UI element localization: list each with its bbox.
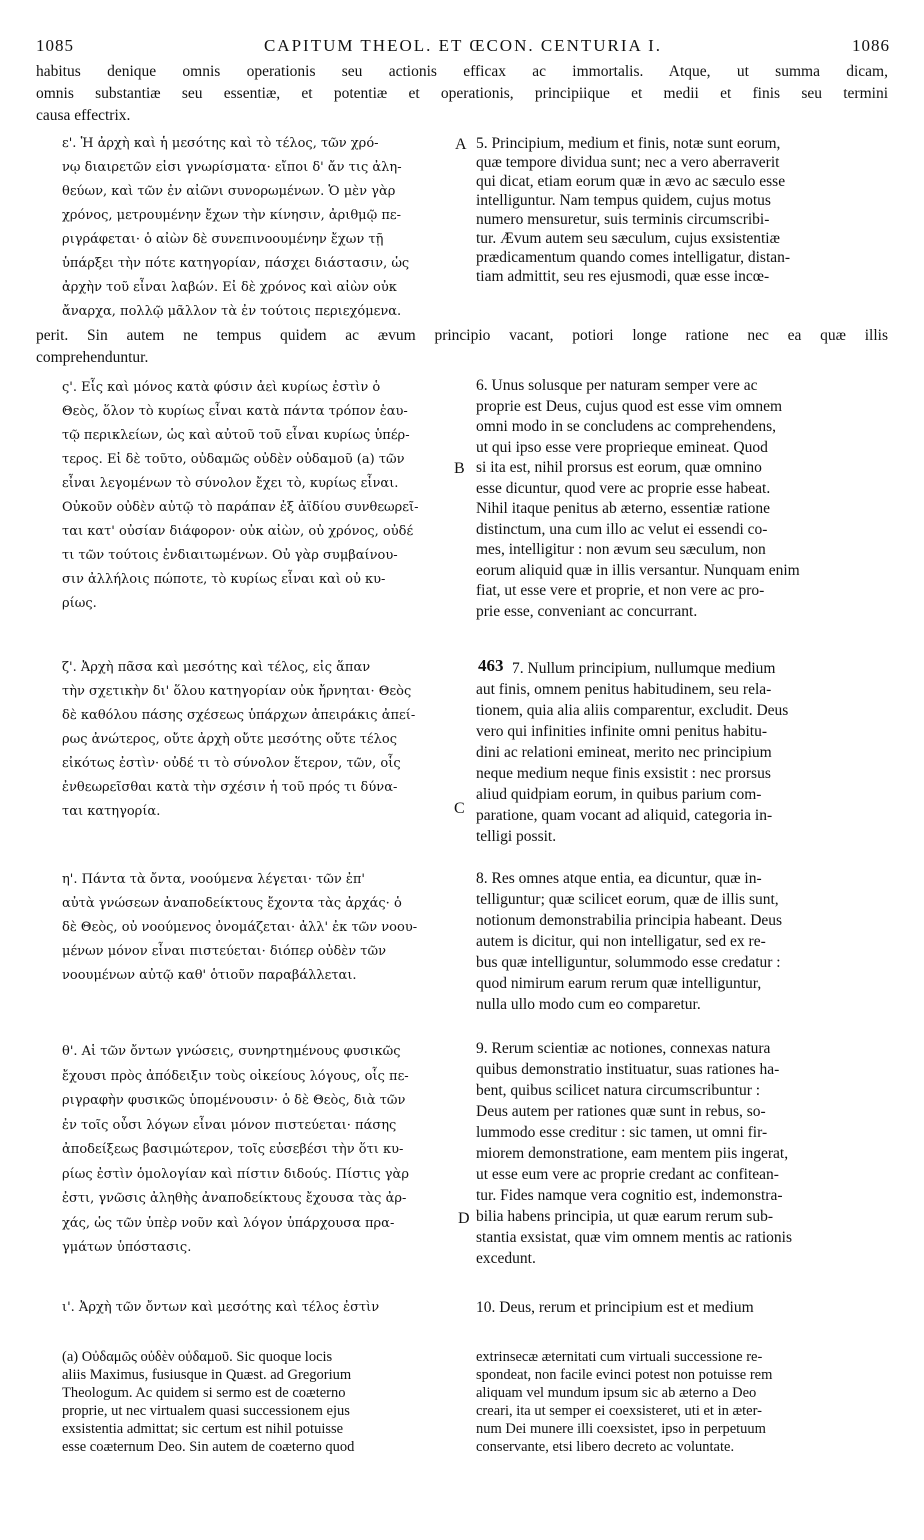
footnote-right: extrinsecæ æternitati cum virtuali successione re- spondeat, non facile evinci potest non potuisse rem aliquam vel mundum ipsum sic ab æterno a Deo creari, ita ut semper ei coexsisteret, uti et in æter- num Dei munere illi coexsistet, ipso in perpetuum conservante, etsi libero decreto ac voluntate.: [476, 1349, 773, 1455]
margin-marker-c: C: [454, 800, 465, 817]
greek-section-7: ζ'. Ἀρχὴ πᾶσα καὶ μεσότης καὶ τέλος, εἰς ἅπαν τὴν σχετικὴν δι' ὅλου κατηγορίαν οὐκ ἤρνηται· Θεὸς δὲ καθόλου πάσης σχέσεως ὑπάρχων ἀπειράκις ἀπεί- ρως ἀνώτερος, οὔτε ἀρχὴ οὔτε μεσότης οὔτε τέλος εἰκότως ἐστὶν· οὐδέ τι τὸ σύνολον ἕτερον, τῶν, οἷς ἐνθεωρεῖσθαι κατὰ τὴν σχέσιν ἡ τοῦ πρός τι δύνα- ται κατηγορία.: [62, 660, 416, 819]
greek-section-6: ς'. Εἷς καὶ μόνος κατὰ φύσιν ἀεὶ κυρίως ἐστὶν ὁ Θεὸς, ὅλον τὸ κυρίως εἶναι κατὰ πάντα τρόπον ἑαυ- τῷ περικλείων, ὡς καὶ αὐτοῦ τοῦ εἶναι κυρίως ὑπέρ- τερος. Εἰ δὲ τοῦτο, οὐδαμῶς οὐδὲν οὐδαμοῦ (a) τῶν εἶναι λεγομένων τὸ σύνολον ἔχει τὸ, κυρίως εἶναι. Οὐκοῦν οὐδὲν αὐτῷ τὸ παράπαν ἐξ ἀϊδίου συνθεωρεῖ- ται κατ' οὐσίαν διάφορον· οὐκ αἰὼν, οὐ χρόνος, οὐδέ τι τῶν τούτοις ἐνδιαιτωμένων. Οὐ γὰρ συμβαίνου- σιν ἀλλήλοις πώποτε, τὸ κυρίως εἶναι καὶ οὐ κυ- ρίως.: [62, 380, 419, 611]
latin-section-8: 8. Res omnes atque entia, ea dicuntur, quæ in- telliguntur; quæ scilicet eorum, quæ de illis sunt, notionum demonstrabilia principia habeant. Deus autem is dicitur, qui non intelligatur, sed ex re- bus quæ intelliguntur, solummodo esse credatur : quod nimirum earum rerum quæ intelliguntur, nulla ullo modo cum eo comparetur.: [476, 870, 783, 1013]
margin-number-463: 463: [478, 656, 504, 675]
latin-section-6: 6. Unus solusque per naturam semper vere ac proprie est Deus, cujus quod est esse vim omnem omni modo in se concludens ac comprehendens, ut qui ipso esse vere proprieque emineat. Quod si ita est, nihil prorsus est eorum, quæ omnino esse dicuntur, quod vere ac proprie esse habeat. Nihil itaque penitus ab æterno, essentiæ ratione distinctum, una cum illo ac velut ei essendi co- mes, intelligitur : non ævum seu sæculum, non eorum aliquid quæ in illis versantur. Nunquam enim fiat, ut esse vere et proprie, et non vere ac pro- prie esse, conveniant ac concurrant.: [476, 377, 800, 620]
running-title: CAPITUM THEOL. ET ŒCON. CENTURIA I.: [263, 36, 663, 55]
greek-section-10: ι'. Ἀρχὴ τῶν ὄντων καὶ μεσότης καὶ τέλος ἐστὶν: [62, 1300, 380, 1315]
intro-line: omnis substantiæ seu essentiæ, et potentiæ et operationis, principiique et medii et finis seu termini: [36, 85, 888, 102]
page-header: [36, 36, 890, 62]
greek-section-9: θ'. Αἱ τῶν ὄντων γνώσεις, συνηρτημένους φυσικῶς ἔχουσι πρὸς ἀπόδειξιν τοὺς οἰκείους λόγους, οἷς πε- ριγραφὴν φυσικῶς ὑπομένουσιν· ὁ δὲ Θεὸς, διὰ τῶν ἐν τοῖς οὖσι λόγων εἶναι μόνον πιστεύεται· πάσης ἀποδείξεως βασιμώτερον, τοῖς εὐσεβέσι τὴν ὅτι κυ- ρίως ἐστὶν ὁμολογίαν καὶ πίστιν διδούς. Πίστις γὰρ ἐστι, γνῶσις ἀληθὴς ἀναποδείκτους ἔχουσα τὰς ἀρ- χάς, ὡς τῶν ὑπὲρ νοῦν καὶ λόγον ὑπάρχουσα πρα- γμάτων ὑπόστασις.: [62, 1044, 409, 1255]
intro-line: causa effectrix.: [36, 107, 131, 124]
latin-section-5-continuation: comprehenduntur.: [36, 349, 149, 366]
latin-section-10: 10. Deus, rerum et principium est et medium: [476, 1299, 754, 1316]
latin-section-9: 9. Rerum scientiæ ac notiones, connexas natura quibus demonstratio instituatur, suas rationes ha- bent, quibus scilicet natura circumscribuntur : Deus autem per rationes quæ sunt in rebus, so- lummodo esse creditur : sic tamen, ut omni fir- miorem demonstratione, eam mentem piis ingerat, ut esse eum vere ac proprie credant ac confitean- tur. Fides namque vera cognitio est, indemonstra- bilia habens principia, ut quæ earum rerum sub- stantia exsistat, quæ vim omnem mentis ac rationis excedunt.: [476, 1040, 792, 1267]
latin-section-5-continuation: perit. Sin autem ne tempus quidem ac ævum principio vacant, potiori longe ratione nec ea quæ illis: [36, 327, 888, 344]
margin-marker-a: A: [455, 136, 467, 153]
margin-marker-d: D: [458, 1210, 470, 1227]
margin-marker-b: B: [454, 460, 465, 477]
greek-section-8: η'. Πάντα τὰ ὄντα, νοούμενα λέγεται· τῶν ἐπ' αὐτὰ γνώσεων ἀναποδείκτους ἔχοντα τὰς ἀρχάς· ὁ δὲ Θεὸς, οὐ νοούμενος ὀνομάζεται· ἀλλ' ἐκ τῶν νοου- μένων μόνον εἶναι πιστεύεται· διόπερ οὐδὲν τῶν νοουμένων αὐτῷ καθ' ὁτιοῦν παραβάλλεται.: [62, 872, 418, 983]
latin-section-7-first-line: 7. Nullum principium, nullumque medium: [512, 660, 776, 677]
right-page-number: 1086: [851, 36, 890, 55]
intro-line: habitus denique omnis operationis seu actionis efficax ac immortalis. Atque, ut summa dicam,: [36, 63, 888, 80]
greek-section-5: ε'. Ἡ ἀρχὴ καὶ ἡ μεσότης καὶ τὸ τέλος, τῶν χρό- νῳ διαιρετῶν εἰσι γνωρίσματα· εἴποι δ' ἄν τις ἀλη- θεύων, καὶ τῶν ἐν αἰῶνι συνορωμένων. Ὁ μὲν γὰρ χρόνος, μετρουμένην ἔχων τὴν κίνησιν, ἀριθμῷ πε- ριγράφεται· ὁ αἰὼν δὲ συνεπινοουμένην ἔχων τῇ ὑπάρξει τὴν πότε κατηγορίαν, πάσχει διάστασιν, ὡς ἀρχὴν τοῦ εἶναι λαβών. Εἰ δὲ χρόνος καὶ αἰὼν οὐκ ἄναρχα, πολλῷ μᾶλλον τὰ ἐν τούτοις περιεχόμενα.: [62, 136, 410, 319]
latin-section-5: 5. Principium, medium et finis, notæ sunt eorum, quæ tempore dividua sunt; nec a vero aberraverit qui dicat, etiam eorum quæ in ævo ac sæculo esse intelliguntur. Nam tempus quidem, cujus motus numero mensuretur, suis terminis circumscribi- tur. Ævum autem seu sæculum, cujus exsistentiæ prædicamentum quando comes intelligatur, distan- tiam admittit, seu res ejusmodi, quæ esse incœ-: [476, 135, 791, 285]
left-page-number: 1085: [36, 36, 74, 55]
footnote-left: (a) Οὐδαμῶς οὐδὲν οὐδαμοῦ. Sic quoque locis aliis Maximus, fusiusque in Quæst. ad Gregorium Theologum. Ac quidem si sermo est de coæterno proprie, ut nec virtualem quasi successionem ejus exsistentia admittat; sic certum est nihil potuisse esse coæternum Deo. Sin autem de coæterno quod: [62, 1349, 355, 1455]
latin-section-7: aut finis, omnem penitus habitudinem, seu rela- tionem, quia alia aliis comparentur, excludit. Deus vero qui infinities infinite omni penitus habitu- dini ac relationi emineat, merito nec principium neque medium neque finis exsistit : nec prorsus aliud quidpiam eorum, in quibus parium com- paratione, quam vocant ad aliquid, categoria in- telligi possit.: [476, 681, 789, 845]
